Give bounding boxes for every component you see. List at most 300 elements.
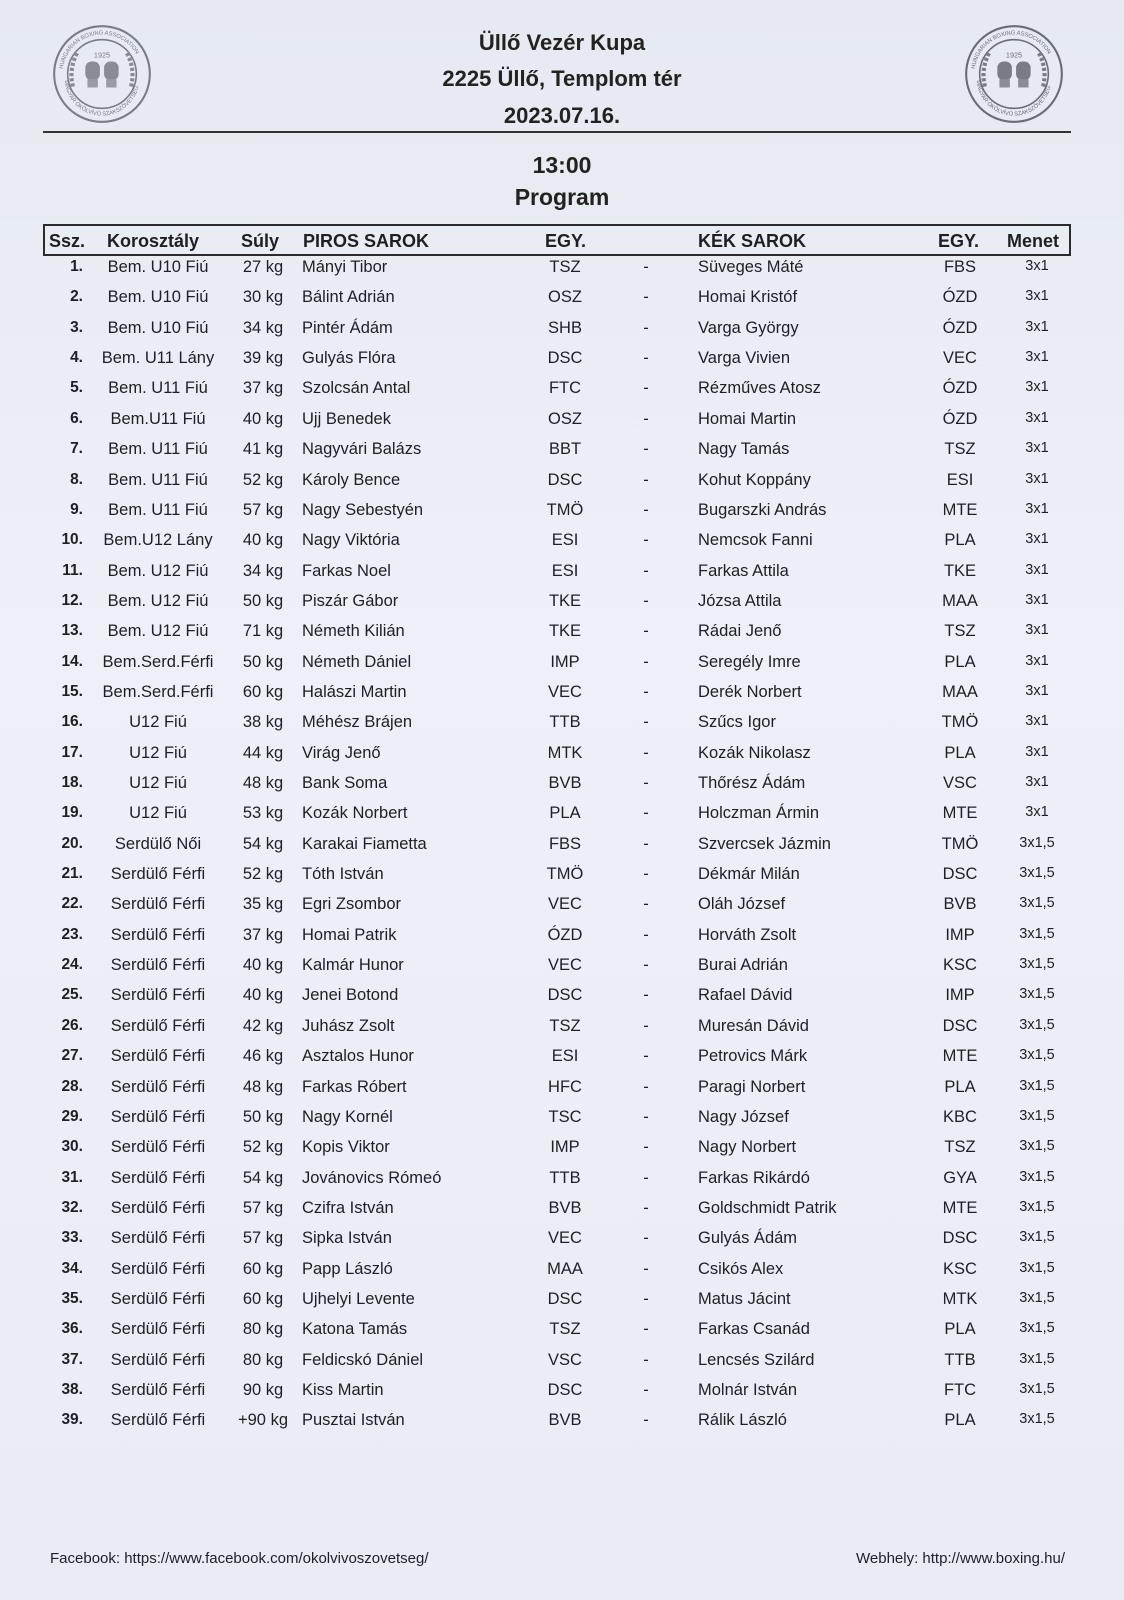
blue-corner-club: GYA	[943, 1168, 977, 1187]
table-row	[0, 1229, 1124, 1259]
table-row	[0, 926, 1124, 956]
table-row	[0, 531, 1124, 561]
age-category: Serdülő Férfi	[110, 956, 206, 975]
red-corner-boxer: Károly Bence	[302, 470, 401, 489]
weight-class: 42 kg	[242, 1016, 284, 1035]
blue-corner-boxer: Petrovics Márk	[698, 1047, 808, 1066]
logo-year: 1925	[93, 50, 111, 60]
table-row	[0, 440, 1124, 470]
age-category: Serdülő Férfi	[110, 1198, 206, 1217]
age-category: Serdülő Férfi	[110, 1320, 206, 1339]
table-row	[0, 653, 1124, 683]
blue-corner-boxer: Molnár István	[698, 1381, 798, 1399]
blue-corner-boxer: Kozák Nikolasz	[698, 743, 811, 762]
red-corner-club: FBS	[548, 834, 582, 853]
rounds: 3x1	[1025, 743, 1049, 760]
table-row	[0, 1169, 1124, 1199]
table-row	[0, 1199, 1124, 1229]
logo-text-bottom: MAGYAR ÖKÖLVÍVÓ SZAKSZÖVETSÉG	[62, 79, 141, 118]
red-corner-boxer: Asztalos Hunor	[302, 1047, 414, 1066]
age-category: Serdülő Férfi	[110, 1229, 206, 1248]
blue-corner-club: KBC	[943, 1107, 977, 1126]
bout-number: 11.	[62, 561, 83, 579]
rounds: 3x1	[1025, 500, 1049, 517]
red-corner-boxer: Jovánovics Rómeó	[302, 1168, 442, 1187]
weight-class: 34 kg	[242, 561, 284, 580]
versus-dash: -	[643, 743, 649, 762]
bout-number: 29.	[61, 1107, 83, 1125]
blue-corner-club: ESI	[946, 470, 974, 489]
red-corner-club: DSC	[547, 470, 583, 489]
blue-corner-boxer: Csikós Alex	[698, 1259, 784, 1278]
bout-number: 23.	[61, 925, 83, 943]
age-category: Bem. U11 Fiú	[108, 500, 208, 519]
bout-number: 26.	[61, 1016, 83, 1034]
blue-corner-club: BVB	[943, 895, 977, 914]
rounds: 3x1,5	[1019, 1077, 1055, 1094]
blue-corner-boxer: Nagy József	[698, 1107, 789, 1126]
age-category: Serdülő Férfi	[110, 1016, 206, 1035]
rounds: 3x1,5	[1019, 1259, 1055, 1276]
blue-corner-boxer: Nagy Tamás	[698, 440, 790, 459]
red-corner-boxer: Pintér Ádám	[302, 318, 393, 337]
versus-dash: -	[643, 986, 649, 1005]
table-row	[0, 713, 1124, 743]
event-time: 13:00	[532, 152, 592, 178]
blue-corner-club: PLA	[944, 531, 976, 550]
blue-corner-club: KSC	[943, 1259, 977, 1278]
blue-corner-boxer: Gulyás Ádám	[698, 1229, 798, 1248]
blue-corner-club: PLA	[944, 743, 976, 762]
blue-corner-boxer: Szűcs Igor	[698, 713, 776, 732]
weight-class: 41 kg	[242, 440, 284, 459]
weight-class: 38 kg	[242, 713, 284, 732]
weight-class: 40 kg	[242, 409, 284, 428]
red-corner-club: VSC	[548, 1350, 582, 1369]
weight-class: +90 kg	[238, 1411, 288, 1430]
rounds: 3x1,5	[1019, 1289, 1055, 1306]
versus-dash: -	[643, 834, 649, 853]
age-category: Serdülő Férfi	[110, 1047, 206, 1066]
age-category: Bem. U10 Fiú	[107, 258, 209, 276]
weight-class: 54 kg	[242, 1168, 284, 1187]
blue-corner-club: PLA	[944, 1411, 976, 1430]
rounds: 3x1,5	[1019, 1350, 1055, 1367]
red-corner-boxer: Homai Patrik	[302, 925, 397, 944]
table-row	[0, 319, 1124, 349]
bout-number: 19.	[61, 804, 83, 822]
age-category: Serdülő Férfi	[110, 925, 206, 944]
red-corner-club: TKE	[548, 591, 582, 610]
red-corner-boxer: Ujhelyi Levente	[302, 1289, 415, 1308]
blue-corner-club: DSC	[942, 865, 978, 883]
age-category: U12 Fiú	[129, 804, 187, 823]
bout-number: 15.	[61, 682, 83, 700]
red-corner-club: DSC	[547, 1289, 583, 1308]
versus-dash: -	[643, 713, 649, 732]
red-corner-boxer: Feldicskó Dániel	[302, 1350, 424, 1369]
versus-dash: -	[643, 561, 649, 580]
age-category: Bem. U10 Fiú	[107, 318, 209, 337]
versus-dash: -	[643, 591, 649, 610]
weight-class: 37 kg	[242, 925, 284, 944]
blue-corner-club: KSC	[943, 956, 977, 975]
rounds: 3x1,5	[1019, 1047, 1055, 1064]
blue-corner-boxer: Rádai Jenő	[698, 622, 782, 641]
table-row	[0, 592, 1124, 622]
versus-dash: -	[643, 440, 649, 459]
weight-class: 57 kg	[242, 1229, 284, 1248]
table-row	[0, 410, 1124, 440]
age-category: Bem. U11 Fiú	[108, 379, 208, 398]
versus-dash: -	[643, 1168, 649, 1187]
bout-number: 7.	[70, 440, 83, 458]
rounds: 3x1	[1025, 804, 1049, 821]
table-row	[0, 865, 1124, 895]
table-row	[0, 1320, 1124, 1350]
col-kek-sarok: KÉK SAROK	[698, 231, 807, 251]
red-corner-boxer: Juhász Zsolt	[302, 1016, 395, 1035]
age-category: Serdülő Férfi	[110, 1107, 206, 1126]
red-corner-boxer: Kopis Viktor	[302, 1138, 390, 1157]
weight-class: 60 kg	[242, 1289, 284, 1308]
weight-class: 52 kg	[242, 470, 284, 489]
weight-class: 48 kg	[242, 774, 284, 792]
bout-number: 37.	[61, 1350, 83, 1368]
versus-dash: -	[643, 1016, 649, 1035]
weight-class: 40 kg	[242, 986, 284, 1005]
weight-class: 60 kg	[242, 682, 284, 701]
weight-class: 57 kg	[242, 500, 284, 519]
blue-corner-boxer: Rálik László	[698, 1411, 787, 1430]
blue-corner-club: MTE	[942, 804, 978, 823]
age-category: Bem. U11 Lány	[101, 349, 215, 368]
versus-dash: -	[643, 470, 649, 489]
blue-corner-boxer: Varga Vivien	[698, 349, 791, 368]
rounds: 3x1,5	[1019, 1016, 1055, 1033]
rounds: 3x1,5	[1019, 1320, 1055, 1337]
red-corner-boxer: Kiss Martin	[302, 1381, 384, 1399]
event-address: 2225 Üllő, Templom tér	[442, 66, 682, 91]
table-row	[0, 1290, 1124, 1320]
blue-corner-boxer: Paragi Norbert	[698, 1077, 806, 1096]
red-corner-club: TTB	[549, 713, 581, 732]
red-corner-boxer: Czifra István	[302, 1198, 394, 1217]
age-category: Bem.Serd.Férfi	[102, 652, 214, 671]
versus-dash: -	[643, 1320, 649, 1339]
age-category: Serdülő Férfi	[110, 1381, 206, 1399]
rounds: 3x1	[1025, 622, 1049, 639]
bout-number: 38.	[61, 1381, 83, 1398]
red-corner-boxer: Kalmár Hunor	[302, 956, 404, 975]
blue-corner-club: DSC	[942, 1229, 978, 1248]
blue-corner-boxer: Nemcsok Fanni	[698, 531, 813, 550]
table-row	[0, 774, 1124, 804]
rounds: 3x1,5	[1019, 1381, 1055, 1397]
table-row	[0, 1260, 1124, 1290]
versus-dash: -	[643, 956, 649, 975]
bout-number: 13.	[61, 622, 83, 640]
versus-dash: -	[643, 288, 649, 307]
bout-number: 28.	[61, 1077, 83, 1095]
age-category: Bem.U11 Fiú	[110, 409, 206, 428]
versus-dash: -	[643, 1381, 649, 1399]
red-corner-club: HFC	[548, 1077, 582, 1096]
red-corner-club: VEC	[548, 682, 582, 701]
blue-corner-club: FTC	[943, 1381, 977, 1399]
red-corner-club: TMÖ	[546, 865, 584, 883]
rounds: 3x1	[1025, 258, 1049, 274]
bout-number: 9.	[70, 500, 83, 518]
blue-corner-club: PLA	[944, 652, 976, 671]
versus-dash: -	[643, 652, 649, 671]
red-corner-boxer: Sipka István	[302, 1229, 392, 1248]
age-category: Bem. U12 Fiú	[107, 622, 209, 641]
red-corner-club: OSZ	[548, 409, 582, 428]
weight-class: 90 kg	[242, 1381, 284, 1399]
versus-dash: -	[643, 895, 649, 914]
age-category: Bem. U11 Fiú	[108, 470, 208, 489]
bout-number: 20.	[61, 834, 83, 852]
red-corner-club: MTK	[547, 743, 583, 762]
weight-class: 46 kg	[242, 1047, 284, 1066]
versus-dash: -	[643, 865, 649, 883]
table-row	[0, 1047, 1124, 1077]
rounds: 3x1	[1025, 561, 1049, 578]
rounds: 3x1,5	[1019, 865, 1055, 881]
facebook-link[interactable]: Facebook: https://www.facebook.com/okolvivoszovetseg/	[50, 1550, 429, 1567]
table-row	[0, 1108, 1124, 1138]
red-corner-boxer: Piszár Gábor	[302, 591, 399, 610]
red-corner-club: FTC	[548, 379, 582, 398]
rounds: 3x1	[1025, 774, 1049, 790]
logo-text-top: HUNGARIAN BOXING ASSOCIATION	[970, 30, 1052, 70]
blue-corner-boxer: Józsa Attila	[698, 591, 782, 610]
red-corner-club: SHB	[548, 318, 582, 337]
blue-corner-boxer: Oláh József	[698, 895, 786, 914]
red-corner-boxer: Tóth István	[302, 865, 384, 883]
age-category: Serdülő Férfi	[110, 1077, 206, 1096]
table-row	[0, 1017, 1124, 1047]
col-piros-egy: EGY.	[545, 231, 587, 251]
weight-class: 35 kg	[242, 895, 284, 914]
bout-number: 14.	[61, 652, 83, 670]
rounds: 3x1,5	[1019, 1168, 1055, 1185]
blue-corner-boxer: Farkas Attila	[698, 561, 789, 580]
red-corner-boxer: Bank Soma	[302, 774, 388, 792]
weight-class: 48 kg	[242, 1077, 284, 1096]
weight-class: 27 kg	[242, 258, 284, 276]
versus-dash: -	[643, 1138, 649, 1157]
blue-corner-boxer: Rézműves Atosz	[698, 379, 821, 398]
versus-dash: -	[643, 1047, 649, 1066]
red-corner-boxer: Nagy Kornél	[302, 1107, 393, 1126]
red-corner-club: VEC	[548, 1229, 582, 1248]
logo-year: 1925	[1005, 50, 1023, 60]
blue-corner-club: TMÖ	[941, 713, 979, 732]
versus-dash: -	[643, 379, 649, 398]
age-category: U12 Fiú	[129, 713, 187, 732]
red-corner-boxer: Jenei Botond	[302, 986, 399, 1005]
table-row	[0, 622, 1124, 652]
blue-corner-club: TSZ	[944, 622, 976, 641]
versus-dash: -	[643, 1198, 649, 1217]
red-corner-club: TKE	[548, 622, 582, 641]
rounds: 3x1	[1025, 682, 1049, 699]
rounds: 3x1	[1025, 591, 1049, 608]
versus-dash: -	[643, 258, 649, 276]
blue-corner-boxer: Farkas Csanád	[698, 1320, 810, 1339]
age-category: Serdülő Férfi	[110, 1168, 206, 1187]
rounds: 3x1,5	[1019, 1198, 1055, 1215]
weight-class: 57 kg	[242, 1198, 284, 1217]
age-category: Serdülő Férfi	[110, 1138, 206, 1157]
col-suly: Súly	[241, 231, 280, 251]
red-corner-club: TSZ	[549, 1320, 581, 1339]
program-heading: Program	[514, 184, 610, 210]
versus-dash: -	[643, 409, 649, 428]
blue-corner-club: PLA	[944, 1320, 976, 1339]
table-row	[0, 562, 1124, 592]
table-row	[0, 288, 1124, 318]
bout-number: 16.	[61, 713, 83, 731]
blue-corner-boxer: Derék Norbert	[698, 682, 802, 701]
weight-class: 44 kg	[242, 743, 284, 762]
table-row	[0, 956, 1124, 986]
red-corner-club: DSC	[547, 1381, 583, 1399]
bout-number: 3.	[70, 318, 83, 336]
table-row	[0, 1411, 1124, 1441]
red-corner-club: IMP	[550, 652, 580, 671]
versus-dash: -	[643, 500, 649, 519]
red-corner-boxer: Farkas Róbert	[302, 1077, 407, 1096]
weight-class: 40 kg	[242, 531, 284, 550]
rounds: 3x1,5	[1019, 1229, 1055, 1246]
red-corner-boxer: Katona Tamás	[302, 1320, 408, 1339]
rounds: 3x1	[1025, 531, 1049, 548]
age-category: U12 Fiú	[129, 743, 187, 762]
rounds: 3x1,5	[1019, 834, 1055, 851]
bout-number: 10.	[61, 531, 83, 549]
blue-corner-club: MTK	[942, 1289, 978, 1308]
blue-corner-club: MTE	[942, 1198, 978, 1217]
table-row	[0, 349, 1124, 379]
table-row	[0, 379, 1124, 409]
blue-corner-boxer: Goldschmidt Patrik	[698, 1198, 837, 1217]
rounds: 3x1,5	[1019, 925, 1055, 942]
red-corner-boxer: Kozák Norbert	[302, 804, 408, 823]
red-corner-club: TSZ	[549, 258, 581, 276]
red-corner-club: BVB	[548, 774, 582, 792]
age-category: Serdülő Férfi	[110, 1289, 206, 1308]
versus-dash: -	[643, 1411, 649, 1430]
weight-class: 54 kg	[242, 834, 284, 853]
rounds: 3x1	[1025, 713, 1049, 730]
table-row	[0, 1078, 1124, 1108]
weight-class: 50 kg	[242, 591, 284, 610]
logo-text-bottom: MAGYAR ÖKÖLVÍVÓ SZAKSZÖVETSÉG	[974, 79, 1053, 118]
rounds: 3x1	[1025, 379, 1049, 396]
table-row	[0, 683, 1124, 713]
table-row	[0, 471, 1124, 501]
rounds: 3x1,5	[1019, 956, 1055, 973]
col-menet: Menet	[1007, 231, 1060, 251]
bout-number: 12.	[61, 591, 83, 609]
blue-corner-boxer: Farkas Rikárdó	[698, 1168, 810, 1187]
weight-class: 30 kg	[242, 288, 284, 307]
red-corner-club: IMP	[550, 1138, 580, 1157]
blue-corner-club: TMÖ	[941, 834, 979, 853]
weight-class: 50 kg	[242, 652, 284, 671]
weight-class: 34 kg	[242, 318, 284, 337]
blue-corner-boxer: Muresán Dávid	[698, 1016, 809, 1035]
age-category: Bem. U10 Fiú	[107, 288, 209, 307]
red-corner-boxer: Karakai Fiametta	[302, 834, 427, 853]
blue-corner-boxer: Varga György	[698, 318, 799, 337]
blue-corner-club: MAA	[942, 682, 978, 701]
red-corner-club: ÓZD	[547, 925, 583, 944]
age-category: Serdülő Férfi	[110, 895, 206, 914]
versus-dash: -	[643, 1289, 649, 1308]
blue-corner-boxer: Szvercsek Jázmin	[698, 834, 831, 853]
blue-corner-club: PLA	[944, 1077, 976, 1096]
bout-number: 21.	[61, 865, 83, 882]
blue-corner-club: ÓZD	[942, 409, 978, 428]
bout-number: 4.	[70, 349, 83, 367]
red-corner-boxer: Szolcsán Antal	[302, 379, 411, 398]
bout-number: 34.	[61, 1259, 83, 1277]
blue-corner-club: VSC	[943, 774, 977, 792]
blue-corner-boxer: Horváth Zsolt	[698, 925, 797, 944]
age-category: U12 Fiú	[129, 774, 187, 792]
age-category: Bem. U12 Fiú	[107, 591, 209, 610]
blue-corner-boxer: Seregély Imre	[698, 652, 801, 671]
blue-corner-club: IMP	[945, 986, 975, 1005]
weight-class: 80 kg	[242, 1350, 284, 1369]
red-corner-club: BVB	[548, 1411, 582, 1430]
red-corner-boxer: Halászi Martin	[302, 682, 407, 701]
blue-corner-boxer: Dékmár Milán	[698, 865, 800, 883]
versus-dash: -	[643, 804, 649, 823]
weight-class: 80 kg	[242, 1320, 284, 1339]
blue-corner-club: TSZ	[944, 440, 976, 459]
rounds: 3x1,5	[1019, 895, 1055, 912]
bout-number: 24.	[61, 956, 83, 974]
red-corner-club: TTB	[549, 1168, 581, 1187]
bout-number: 33.	[61, 1229, 83, 1247]
bout-number: 8.	[70, 470, 83, 488]
blue-corner-boxer: Kohut Koppány	[698, 470, 811, 489]
website-link[interactable]: Webhely: http://www.boxing.hu/	[856, 1550, 1066, 1567]
age-category: Bem. U12 Fiú	[107, 561, 209, 580]
red-corner-boxer: Papp László	[302, 1259, 393, 1278]
weight-class: 52 kg	[242, 1138, 284, 1157]
blue-corner-boxer: Homai Kristóf	[698, 288, 798, 307]
versus-dash: -	[643, 774, 649, 792]
blue-corner-boxer: Matus Jácint	[698, 1289, 791, 1308]
header-divider	[43, 131, 1071, 133]
red-corner-club: VEC	[548, 956, 582, 975]
red-corner-club: ESI	[551, 561, 579, 580]
col-kek-egy: EGY.	[938, 231, 980, 251]
age-category: Serdülő Férfi	[110, 865, 206, 883]
red-corner-club: VEC	[548, 895, 582, 914]
blue-corner-boxer: Burai Adrián	[698, 956, 788, 975]
bout-number: 6.	[70, 409, 83, 427]
blue-corner-club: FBS	[943, 258, 977, 276]
table-row	[0, 744, 1124, 774]
red-corner-club: DSC	[547, 349, 583, 368]
